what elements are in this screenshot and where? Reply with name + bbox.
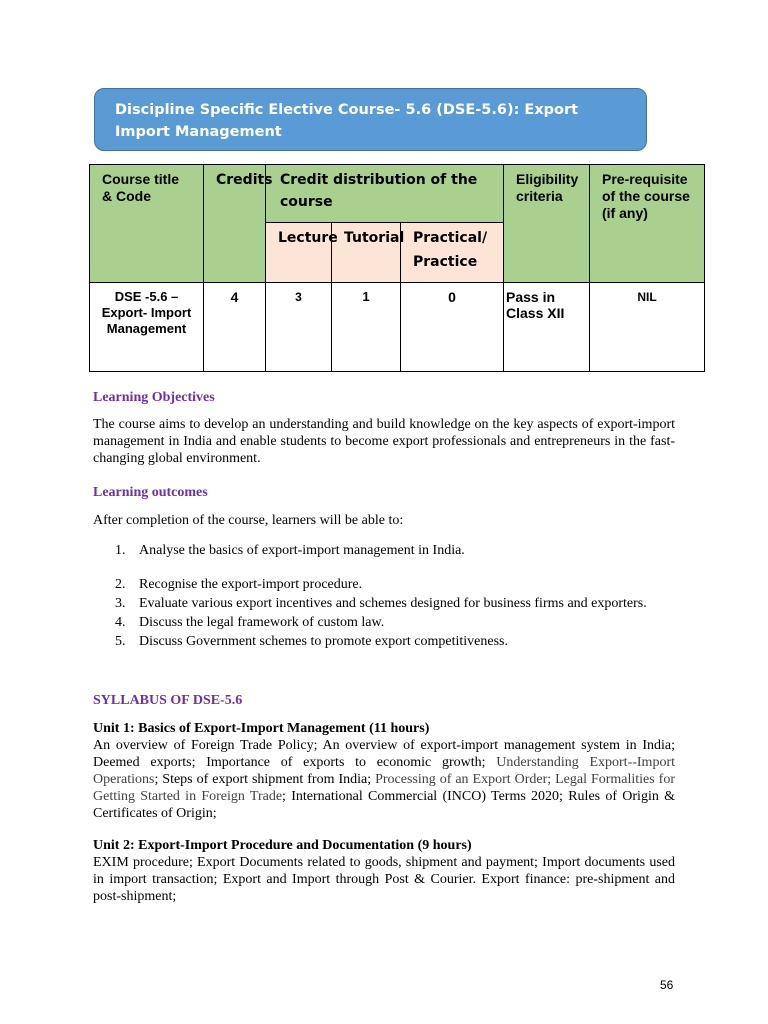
list-number: 2.	[115, 577, 126, 592]
cell-credits: 4	[204, 283, 266, 372]
list-item	[93, 632, 658, 651]
cell-prerequisite: NIL	[590, 283, 705, 372]
unit1-label: Unit 1	[93, 721, 130, 736]
unit2-label: Unit 2	[93, 838, 130, 853]
unit1-text-part: ; International Commercial (INCO) Terms 2020; Rules of Origin & Certificates of Origin;	[93, 789, 675, 821]
list-text: Evaluate various export incentives and schemes designed for business firms and exporters.	[139, 596, 647, 611]
unit2-heading	[93, 837, 675, 854]
header-eligibility: Eligibility criteria	[504, 165, 590, 283]
cell-tutorial: 1	[332, 283, 401, 372]
cell-eligibility: Pass in Class XII	[504, 283, 590, 372]
list-item	[93, 575, 658, 594]
learning-outcomes-intro: After completion of the course, learners will be able to:	[93, 513, 404, 528]
list-number: 3.	[115, 596, 126, 611]
list-text: Discuss the legal framework of custom law.	[139, 615, 385, 630]
syllabus-heading: SYLLABUS OF DSE-5.6	[93, 693, 243, 708]
header-credit-distribution: Credit distribution of the course	[266, 165, 504, 223]
header-course-title: Course title & Code	[90, 165, 204, 283]
learning-objectives-heading: Learning Objectives	[93, 390, 215, 405]
list-number: 4.	[115, 615, 126, 630]
cell-practical: 0	[401, 283, 504, 372]
unit1-text-part: ;	[547, 772, 556, 787]
header-prerequisite: Pre-requisite of the course (if any)	[590, 165, 705, 283]
page-number: 56	[660, 978, 674, 992]
header-lecture: Lecture	[266, 223, 332, 283]
list-text: Discuss Government schemes to promote export competitiveness.	[139, 634, 508, 649]
learning-outcomes-heading: Learning outcomes	[93, 485, 208, 500]
learning-objectives-text: The course aims to develop an understanding and build knowledge on the key aspects of export-import management in India and enable students to become export professionals and entrepreneurs in the fast-changing global environment.	[93, 417, 675, 466]
header-credits: Credits	[204, 165, 266, 283]
list-text: Analyse the basics of export-import management in India.	[139, 543, 465, 558]
list-number: 1.	[115, 543, 126, 558]
cell-course-title: DSE -5.6 – Export- Import Management	[90, 283, 204, 372]
course-title-banner: Discipline Specific Elective Course- 5.6 (DSE-5.6): Export Import Management	[94, 88, 647, 151]
unit1-text-part: Understanding Export--Import Operations	[93, 755, 675, 787]
unit1-text-part: Processing of an Export Order	[375, 772, 548, 787]
list-text: Recognise the export-import procedure.	[139, 577, 363, 592]
unit1-heading	[93, 720, 675, 737]
header-practical: Practical/ Practice	[401, 223, 504, 283]
unit1-text-part: ; Steps of export shipment from India;	[154, 772, 376, 787]
learning-outcomes-list	[93, 541, 658, 651]
course-details-table	[89, 164, 705, 372]
list-number: 5.	[115, 634, 126, 649]
unit2-title: : Export-Import Procedure and Documentation (9 hours)	[129, 838, 472, 853]
unit1-text	[93, 737, 675, 822]
unit1-title: : Basics of Export-Import Management (11 hours)	[129, 721, 430, 736]
cell-lecture: 3	[266, 283, 332, 372]
unit1-text-part: Legal Formalities for Getting Started in Foreign Trade	[93, 772, 676, 804]
unit2-text: EXIM procedure; Export Documents related to goods, shipment and payment; Import documents used in import transaction; Export and Import through Post & Courier. Export finance: pre-shipment and post-shipment;	[93, 855, 675, 904]
list-item	[93, 594, 658, 613]
unit1-text-part: An overview of Foreign Trade Policy; An overview of export-import management system in India; Deemed exports; Importance of exports to economic growth;	[93, 738, 675, 770]
list-item	[93, 541, 658, 560]
header-tutorial: Tutorial	[332, 223, 401, 283]
list-item	[93, 613, 658, 632]
